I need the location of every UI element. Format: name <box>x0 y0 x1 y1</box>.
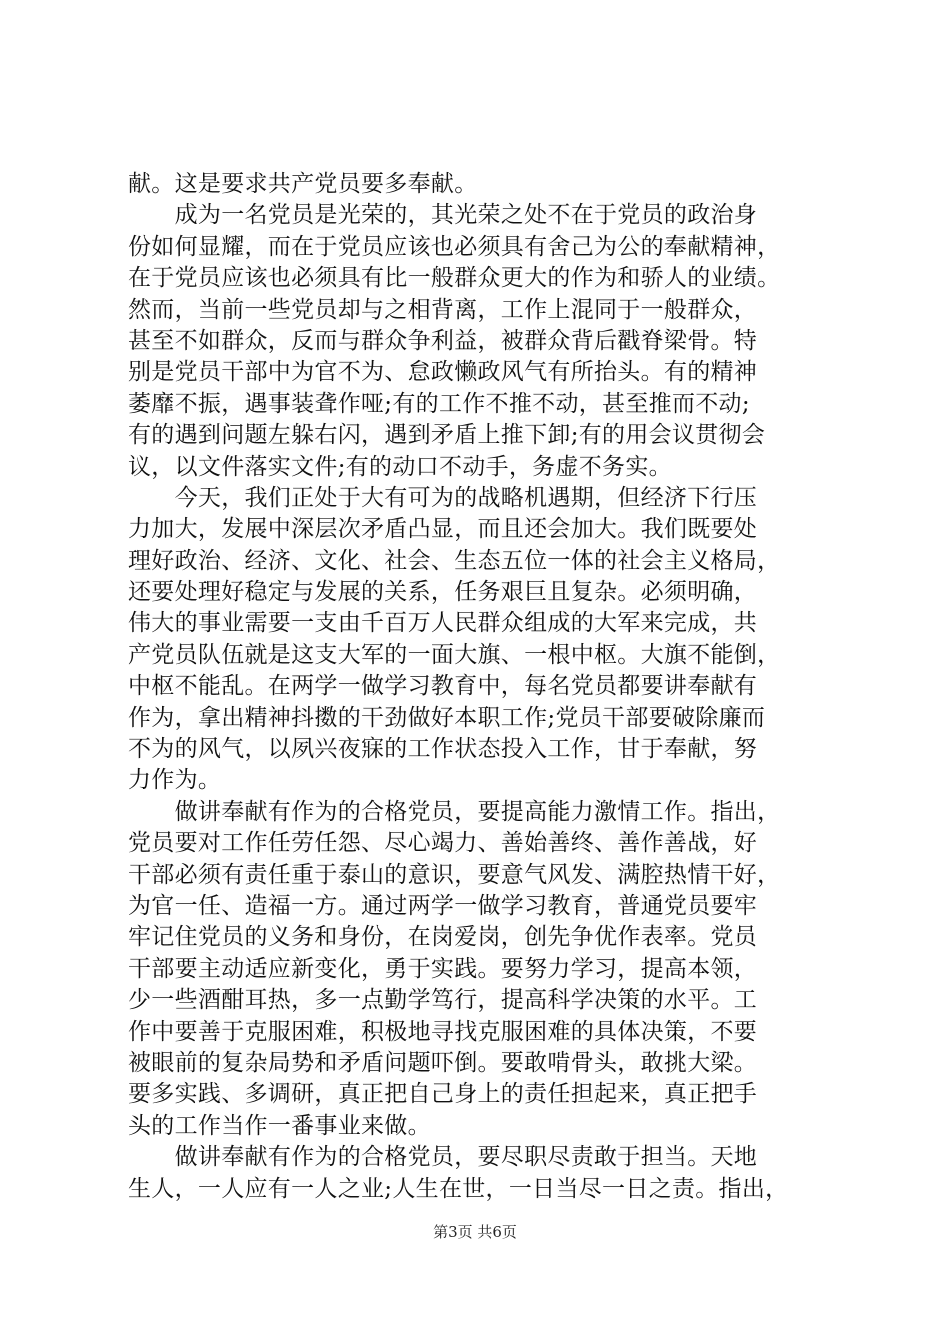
text-line: 生人，一人应有一人之业;人生在世，一日当尽一日之责。指出， <box>128 1175 789 1202</box>
text-line: 产党员队伍就是这支大军的一面大旗、一根中枢。大旗不能倒， <box>128 641 781 668</box>
text-line: 做讲奉献有作为的合格党员，要尽职尽责敢于担当。天地 <box>128 1144 758 1171</box>
text-line: 在于党员应该也必须具有比一般群众更大的作为和骄人的业绩。 <box>128 265 781 292</box>
text-line: 牢记住党员的义务和身份，在岗爱岗，创先争优作表率。党员 <box>128 924 758 951</box>
text-line: 党员要对工作任劳任怨、尽心竭力、善始善终、善作善战，好 <box>128 830 758 857</box>
text-line: 头的工作当作一番事业来做。 <box>128 1112 431 1139</box>
text-line: 要多实践、多调研，真正把自己身上的责任担起来，真正把手 <box>128 1081 758 1108</box>
text-line: 献。这是要求共产党员要多奉献。 <box>128 171 478 197</box>
text-line: 萎靡不振，遇事装聋作哑;有的工作不推不动，甚至推而不动; <box>128 390 750 417</box>
text-line: 力加大，发展中深层次矛盾凸显，而且还会加大。我们既要处 <box>128 516 758 543</box>
document-body <box>128 169 838 1205</box>
text-line: 干部必须有责任重于泰山的意识，要意气风发、满腔热情干好， <box>128 861 781 888</box>
text-line: 干部要主动适应新变化，勇于实践。要努力学习，提高本领， <box>128 955 758 982</box>
text-line: 作为，拿出精神抖擞的干劲做好本职工作;党员干部要破除廉而 <box>128 704 766 731</box>
text-line: 份如何显耀，而在于党员应该也必须具有舍己为公的奉献精神， <box>128 233 781 260</box>
text-line: 中枢不能乱。在两学一做学习教育中，每名党员都要讲奉献有 <box>128 673 758 700</box>
text-line: 少一些酒酣耳热，多一点勤学笃行，提高科学决策的水平。工 <box>128 987 758 1014</box>
text-line: 伟大的事业需要一支由千百万人民群众组成的大军来完成，共 <box>128 610 758 637</box>
text-line: 然而，当前一些党员却与之相背离，工作上混同于一般群众， <box>128 296 758 323</box>
text-line: 为官一任、造福一方。通过两学一做学习教育，普通党员要牢 <box>128 892 758 919</box>
text-line: 还要处理好稳定与发展的关系，任务艰巨且复杂。必须明确， <box>128 579 758 606</box>
text-line: 力作为。 <box>128 767 222 794</box>
page-number-footer: 第3页 共6页 <box>433 1223 517 1241</box>
text-line: 成为一名党员是光荣的，其光荣之处不在于党员的政治身 <box>128 202 758 229</box>
text-line: 理好政治、经济、文化、社会、生态五位一体的社会主义格局， <box>128 547 781 574</box>
text-line: 有的遇到问题左躲右闪，遇到矛盾上推下卸;有的用会议贯彻会 <box>128 422 766 449</box>
text-line: 甚至不如群众，反而与群众争利益，被群众背后戳脊梁骨。特 <box>128 327 758 354</box>
text-line: 别是党员干部中为官不为、怠政懒政风气有所抬头。有的精神 <box>128 359 758 386</box>
text-line: 被眼前的复杂局势和矛盾问题吓倒。要敢啃骨头，敢挑大梁。 <box>128 1049 758 1076</box>
text-line: 作中要善于克服困难，积极地寻找克服困难的具体决策，不要 <box>128 1018 758 1045</box>
text-line: 议，以文件落实文件;有的动口不动手，务虚不务实。 <box>128 453 672 480</box>
text-line: 不为的风气，以夙兴夜寐的工作状态投入工作，甘于奉献，努 <box>128 736 758 763</box>
text-line: 今天，我们正处于大有可为的战略机遇期，但经济下行压 <box>128 484 758 511</box>
text-line: 做讲奉献有作为的合格党员，要提高能力激情工作。指出， <box>128 798 781 825</box>
